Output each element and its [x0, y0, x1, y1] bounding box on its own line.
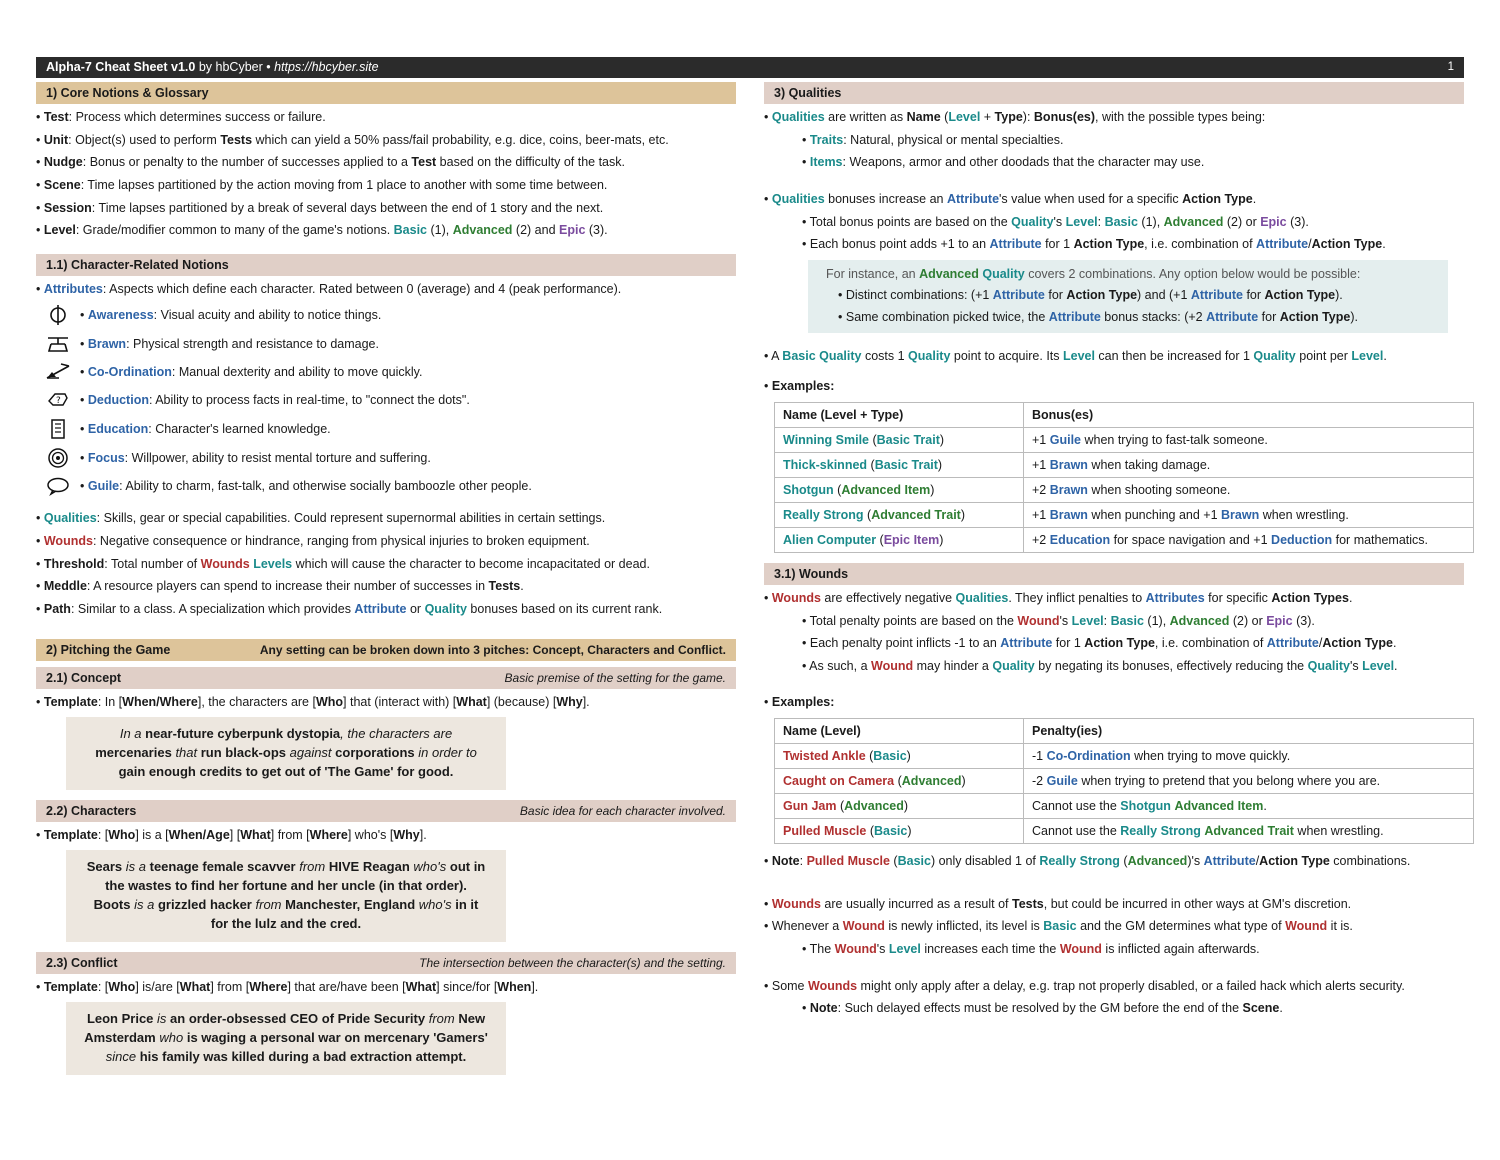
- wound-penalty: -2 Guile when trying to pretend that you belong where you are.: [1024, 769, 1474, 794]
- list-item: • Items: Weapons, armor and other doodads that the character may use.: [764, 155, 1464, 171]
- list-item: [36, 362, 736, 382]
- section-heading-note: Basic premise of the setting for the game.: [504, 670, 726, 685]
- list-item: • Path: Similar to a class. A specialization which provides Attribute or Quality bonuses based on its current rank.: [36, 602, 736, 618]
- document-title: Alpha-7 Cheat Sheet v1.0: [46, 60, 196, 74]
- list-item: • Wounds are effectively negative Qualities. They inflict penalties to Attributes for specific Action Types.: [764, 591, 1464, 607]
- section-heading-concept: [36, 667, 736, 689]
- table-row: [775, 819, 1474, 844]
- table-row: [775, 769, 1474, 794]
- table-row: [775, 794, 1474, 819]
- guile-speech-icon: [36, 476, 80, 496]
- concept-list: [36, 695, 736, 711]
- callout-option: • Distinct combinations: (+1 Attribute for Action Type) and (+1 Attribute for Action Type).: [826, 288, 1436, 304]
- character-notions-list: [36, 282, 736, 298]
- list-item: • Level: Grade/modifier common to many of the game's notions. Basic (1), Advanced (2) and Epic (3).: [36, 223, 736, 239]
- attribute-text: • Focus: Willpower, ability to resist mental torture and suffering.: [80, 451, 736, 466]
- quality-name: Really Strong (Advanced Trait): [775, 502, 1024, 527]
- attribute-text: • Guile: Ability to charm, fast-talk, and otherwise socially bamboozle other people.: [80, 479, 736, 494]
- table-row: [775, 744, 1474, 769]
- quality-bonus: +2 Brawn when shooting someone.: [1024, 477, 1474, 502]
- awareness-eye-icon: [36, 304, 80, 326]
- list-item: • Unit: Object(s) used to perform Tests which can yield a 50% pass/fail probability, e.g. dice, coins, beer-mats, etc.: [36, 133, 736, 149]
- section-title: 2.1) Concept: [46, 670, 122, 685]
- list-item: • Each bonus point adds +1 to an Attribute for 1 Action Type, i.e. combination of Attribute/Action Type.: [764, 237, 1464, 253]
- section-title: 2) Pitching the Game: [46, 642, 171, 657]
- list-item: • Total bonus points are based on the Quality's Level: Basic (1), Advanced (2) or Epic (3).: [764, 215, 1464, 231]
- list-item: • Total penalty points are based on the Wound's Level: Basic (1), Advanced (2) or Epic (3).: [764, 614, 1464, 630]
- list-item: • Qualities: Skills, gear or special capabilities. Could represent supernormal abilities in certain settings.: [36, 511, 736, 527]
- list-item: • Qualities bonuses increase an Attribute's value when used for a specific Action Type.: [764, 192, 1464, 208]
- document-titlebar: [36, 57, 1464, 78]
- wounds-delay-list: [764, 979, 1464, 1017]
- list-item: • Wounds are usually incurred as a result of Tests, but could be incurred in other ways at GM's discretion.: [764, 897, 1464, 913]
- conflict-list: [36, 980, 736, 996]
- attribute-text: • Awareness: Visual acuity and ability to notice things.: [80, 308, 736, 323]
- section-heading-note: Basic idea for each character involved.: [519, 803, 726, 818]
- section-heading-wounds: 3.1) Wounds: [764, 563, 1464, 585]
- quality-name: Alien Computer (Epic Item): [775, 527, 1024, 552]
- characters-example-box: Sears is a teenage female scavver from HIVE Reagan who's out in the wastes to find her fortune and her uncle (in that order). Boots is a grizzled hacker from Manchester, England who's in it for the lulz and the cred.: [66, 850, 506, 941]
- attribute-text: • Education: Character's learned knowledge.: [80, 422, 736, 437]
- list-item: • Meddle: A resource players can spend to increase their number of successes in Tests.: [36, 579, 736, 595]
- table-header-row: [775, 719, 1474, 744]
- attribute-text: • Brawn: Physical strength and resistance to damage.: [80, 337, 736, 352]
- list-item: • As such, a Wound may hinder a Quality by negating its bonuses, effectively reducing the Quality's Level.: [764, 659, 1464, 675]
- concept-example-box: In a near-future cyberpunk dystopia, the characters are mercenaries that run black-ops against corporations in order to gain enough credits to get out of 'The Game' for good.: [66, 717, 506, 790]
- list-item: • Template: [Who] is a [When/Age] [What] from [Where] who's [Why].: [36, 828, 736, 844]
- list-item: • Template: [Who] is/are [What] from [Where] that are/have been [What] since/for [When].: [36, 980, 736, 996]
- list-item: [36, 476, 736, 496]
- deduction-thought-icon: [36, 389, 80, 411]
- character-notions-more: [36, 511, 736, 617]
- section-heading-characters: [36, 800, 736, 822]
- wounds-list: [764, 591, 1464, 675]
- list-item: [36, 333, 736, 355]
- list-item: • Qualities are written as Name (Level + Type): Bonus(es), with the possible types being:: [764, 110, 1464, 126]
- attributes-list: [36, 304, 736, 496]
- list-item: • Note: Pulled Muscle (Basic) only disabled 1 of Really Strong (Advanced)'s Attribute/Action Type combinations.: [764, 854, 1464, 870]
- examples-label: Examples:: [771, 379, 835, 394]
- quality-bonus: +1 Brawn when punching and +1 Brawn when wrestling.: [1024, 502, 1474, 527]
- examples-label: Examples:: [771, 695, 835, 710]
- list-item: • Threshold: Total number of Wounds Levels which will cause the character to become incapacitated or dead.: [36, 557, 736, 573]
- list-item: [36, 304, 736, 326]
- list-item: • Nudge: Bonus or penalty to the number of successes applied to a Test based on the difficulty of the task.: [36, 155, 736, 171]
- wounds-tail-list: [764, 897, 1464, 958]
- list-item: • The Wound's Level increases each time the Wound is inflicted again afterwards.: [764, 942, 1464, 958]
- table-row: [775, 527, 1474, 552]
- table-row: [775, 452, 1474, 477]
- column-header-name: Name (Level): [775, 719, 1024, 744]
- right-column: [764, 82, 1464, 1024]
- page-number: 1: [1447, 61, 1454, 73]
- wound-name: Gun Jam (Advanced): [775, 794, 1024, 819]
- quality-bonus: +2 Education for space navigation and +1 Deduction for mathematics.: [1024, 527, 1474, 552]
- qualities-callout: [808, 260, 1448, 333]
- section-heading-character-notions: 1.1) Character-Related Notions: [36, 254, 736, 276]
- list-item: • Traits: Natural, physical or mental specialties.: [764, 133, 1464, 149]
- section-title: 2.2) Characters: [46, 803, 137, 818]
- wound-name: Twisted Ankle (Basic): [775, 744, 1024, 769]
- quality-name: Winning Smile (Basic Trait): [775, 427, 1024, 452]
- list-item: • A Basic Quality costs 1 Quality point to acquire. Its Level can then be increased for 1 Quality point per Level.: [764, 349, 1464, 365]
- wound-name: Pulled Muscle (Basic): [775, 819, 1024, 844]
- titlebar-left: [46, 57, 379, 78]
- section-title: 2.3) Conflict: [46, 955, 118, 970]
- quality-bonus: +1 Guile when trying to fast-talk someone.: [1024, 427, 1474, 452]
- qualities-examples-table: [774, 402, 1474, 553]
- table-row: [775, 502, 1474, 527]
- callout-option: • Same combination picked twice, the Attribute bonus stacks: (+2 Attribute for Action Type).: [826, 310, 1436, 326]
- list-item: • Note: Such delayed effects must be resolved by the GM before the end of the Scene.: [764, 1001, 1464, 1017]
- titlebar-url[interactable]: https://hbcyber.site: [274, 60, 379, 74]
- column-header-name: Name (Level + Type): [775, 402, 1024, 427]
- attribute-text: • Deduction: Ability to process facts in real-time, to "connect the dots".: [80, 393, 736, 408]
- table-row: [775, 427, 1474, 452]
- section-heading-qualities: 3) Qualities: [764, 82, 1464, 104]
- wounds-examples-table: [774, 718, 1474, 844]
- list-item: • Each penalty point inflicts -1 to an Attribute for 1 Action Type, i.e. combination of Attribute/Action Type.: [764, 636, 1464, 652]
- brawn-anvil-icon: [36, 333, 80, 355]
- quality-name: Shotgun (Advanced Item): [775, 477, 1024, 502]
- list-item: • Whenever a Wound is newly inflicted, its level is Basic and the GM determines what type of Wound it is.: [764, 919, 1464, 935]
- list-item: • Test: Process which determines success or failure.: [36, 110, 736, 126]
- characters-list: [36, 828, 736, 844]
- list-item: • Attributes: Aspects which define each character. Rated between 0 (average) and 4 (peak performance).: [36, 282, 736, 298]
- column-header-bonus: Bonus(es): [1024, 402, 1474, 427]
- wounds-note-list: [764, 854, 1464, 870]
- callout-intro: For instance, an Advanced Quality covers 2 combinations. Any option below would be possible:: [826, 266, 1361, 281]
- list-item: • Some Wounds might only apply after a delay, e.g. trap not properly disabled, or a failed hack which alerts security.: [764, 979, 1464, 995]
- core-notions-list: [36, 110, 736, 239]
- education-book-icon: [36, 418, 80, 440]
- section-heading-note: Any setting can be broken down into 3 pitches: Concept, Characters and Conflict.: [259, 642, 726, 657]
- qualities-bonuses-list: [764, 192, 1464, 253]
- wounds-examples-label-list: [764, 695, 1464, 711]
- wound-penalty: Cannot use the Shotgun Advanced Item.: [1024, 794, 1474, 819]
- titlebar-byline: by hbCyber •: [195, 60, 275, 74]
- attribute-text: • Co-Ordination: Manual dexterity and ability to move quickly.: [80, 365, 736, 380]
- list-item: [36, 389, 736, 411]
- qualities-examples-label-list: [764, 379, 1464, 395]
- column-header-penalty: Penalty(ies): [1024, 719, 1474, 744]
- section-heading-pitching: [36, 639, 736, 661]
- list-item: [764, 695, 1464, 711]
- section-heading-conflict: [36, 952, 736, 974]
- list-item: [36, 418, 736, 440]
- table-header-row: [775, 402, 1474, 427]
- wound-penalty: -1 Co-Ordination when trying to move quickly.: [1024, 744, 1474, 769]
- quality-bonus: +1 Brawn when taking damage.: [1024, 452, 1474, 477]
- section-heading-core-notions: 1) Core Notions & Glossary: [36, 82, 736, 104]
- section-heading-note: The intersection between the character(s) and the setting.: [419, 955, 726, 970]
- list-item: • Wounds: Negative consequence or hindrance, ranging from physical injuries to broken equipment.: [36, 534, 736, 550]
- quality-cost-list: [764, 349, 1464, 365]
- wound-penalty: Cannot use the Really Strong Advanced Trait when wrestling.: [1024, 819, 1474, 844]
- list-item: • Session: Time lapses partitioned by a break of several days between the end of 1 story and the next.: [36, 201, 736, 217]
- wound-name: Caught on Camera (Advanced): [775, 769, 1024, 794]
- list-item: • Scene: Time lapses partitioned by the action moving from 1 place to another with some time between.: [36, 178, 736, 194]
- focus-target-icon: [36, 447, 80, 469]
- list-item: [764, 379, 1464, 395]
- left-column: [36, 82, 736, 1085]
- qualities-list: [764, 110, 1464, 171]
- coordination-hand-icon: [36, 362, 80, 382]
- list-item: [36, 447, 736, 469]
- svg-text:?: ?: [56, 396, 61, 407]
- quality-name: Thick-skinned (Basic Trait): [775, 452, 1024, 477]
- table-row: [775, 477, 1474, 502]
- list-item: • Template: In [When/Where], the characters are [Who] that (interact with) [What] (because) [Why].: [36, 695, 736, 711]
- conflict-example-box: Leon Price is an order-obsessed CEO of Pride Security from New Amsterdam who is waging a personal war on mercenary 'Gamers' since his family was killed during a bad extraction attempt.: [66, 1002, 506, 1075]
